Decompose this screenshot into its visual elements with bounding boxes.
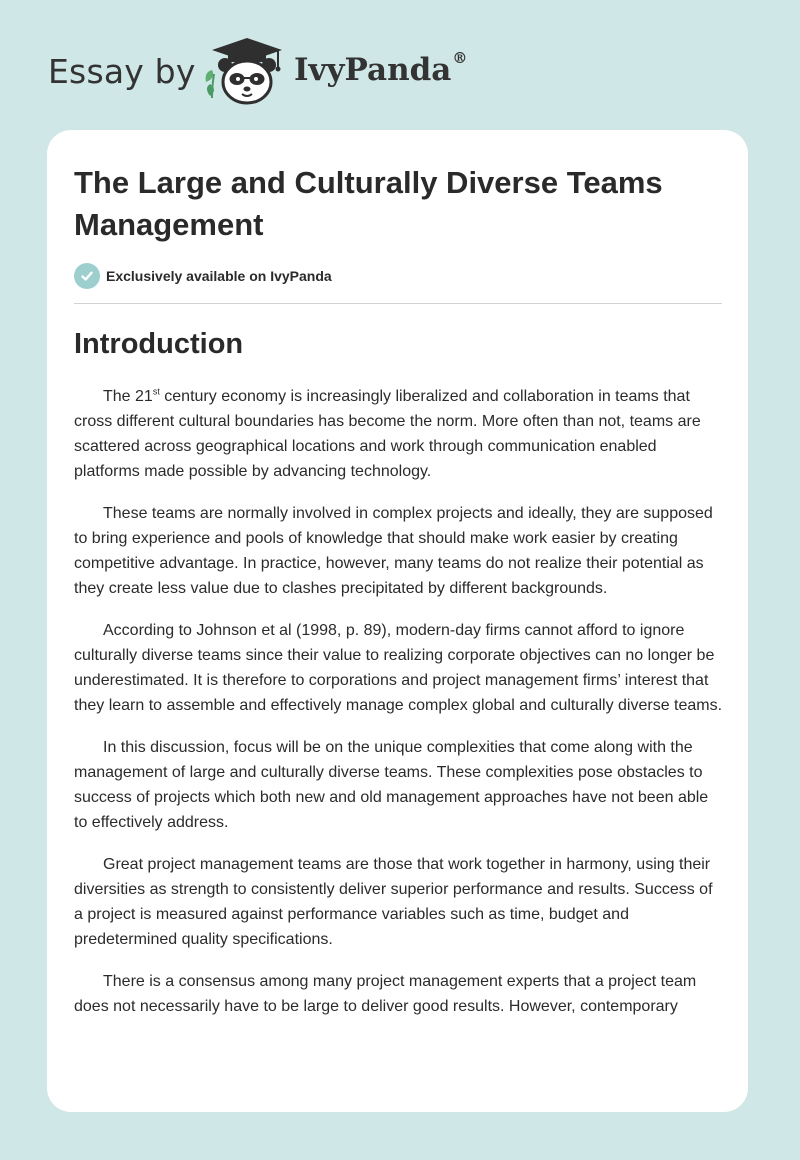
paragraph: There is a consensus among many project management experts that a project team does not necessarily have to be large to deliver good results. However, contemporary [74,973,697,1015]
exclusive-badge [74,263,332,289]
ivypanda-logo-icon [198,34,296,108]
paragraph: According to Johnson et al (1998, p. 89), modern-day firms cannot afford to ignore culturally diverse teams since their value to realizing corporate objectives can no longer be underestimated. It is therefore to corporations and project management firms’ interest that they learn to assemble and effectively manage complex global and culturally diverse teams. [74,622,723,714]
registered-mark: ® [452,48,468,67]
essay-card [47,130,748,1112]
essay-title: The Large and Culturally Diverse Teams Management [74,165,663,242]
exclusive-badge-label: Exclusively available on IvyPanda [106,268,332,284]
paragraph: Great project management teams are those that work together in harmony, using their diversities as strength to consistently deliver superior performance and results. Success of a project is measured against performance variables such as time, budget and predetermined quality specifications. [74,856,713,948]
site-brand[interactable] [48,34,508,114]
check-circle-icon [74,263,100,289]
title-divider [74,303,722,304]
brand-name: IvyPanda® [294,48,468,88]
paragraph: The 21st century economy is increasingly liberalized and collaboration in teams that cross different cultural boundaries has become the norm. More often than not, teams are scattered across geographical locations and work through communication enabled platforms made possible by advancing technology. [74,386,701,480]
paragraph: In this discussion, focus will be on the unique complexities that come along with the management of large and culturally diverse teams. These complexities pose obstacles to success of projects which both new and old management approaches have not been able to effectively address. [74,739,709,831]
essay-by-label: Essay by [48,52,196,91]
paragraph: These teams are normally involved in complex projects and ideally, they are supposed to bring experience and pools of knowledge that should make work easier by creating competitive advantage. In practice, however, many teams do not realize their potential as they create less value due to clashes precipitated by different backgrounds. [74,505,713,597]
essay-body [74,384,724,1084]
section-heading-introduction: Introduction [74,328,244,360]
